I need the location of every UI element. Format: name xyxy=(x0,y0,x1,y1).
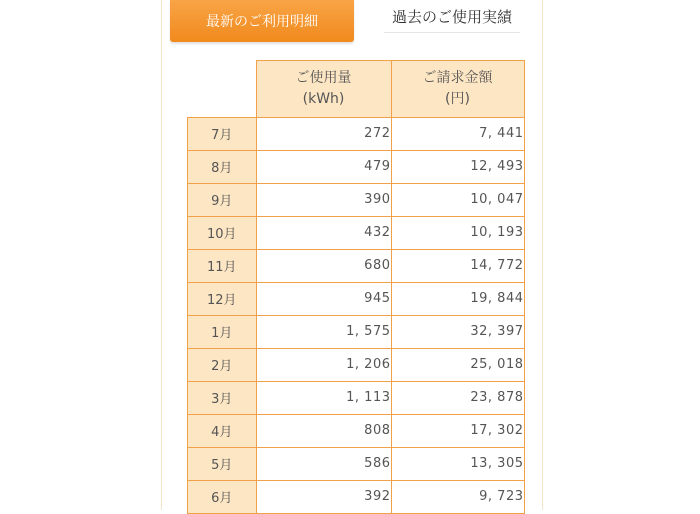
usage-cell: 392 xyxy=(256,480,391,513)
usage-cell: 390 xyxy=(256,183,391,216)
table-row xyxy=(188,117,525,150)
month-cell: 12月 xyxy=(188,282,257,315)
month-cell: 6月 xyxy=(188,480,257,513)
table-header-row xyxy=(188,61,525,118)
month-cell: 9月 xyxy=(188,183,257,216)
table-row xyxy=(188,216,525,249)
usage-header-label: ご使用量 xyxy=(295,69,352,86)
usage-column-header xyxy=(256,61,391,118)
table-corner-cell xyxy=(188,61,257,118)
month-cell: 3月 xyxy=(188,381,257,414)
table-row xyxy=(188,183,525,216)
month-cell: 2月 xyxy=(188,348,257,381)
table-row xyxy=(188,348,525,381)
month-cell: 11月 xyxy=(188,249,257,282)
month-cell: 8月 xyxy=(188,150,257,183)
month-cell: 1月 xyxy=(188,315,257,348)
usage-cell: 432 xyxy=(256,216,391,249)
usage-cell: 1, 113 xyxy=(256,381,391,414)
tab-past-usage[interactable]: 過去のご使用実績 xyxy=(384,0,520,33)
table-row xyxy=(188,249,525,282)
month-cell: 7月 xyxy=(188,117,257,150)
amount-cell: 10, 047 xyxy=(391,183,524,216)
amount-header-label: ご請求金額 xyxy=(422,69,493,86)
amount-cell: 19, 844 xyxy=(391,282,524,315)
usage-cell: 586 xyxy=(256,447,391,480)
usage-table xyxy=(187,60,525,514)
table-row xyxy=(188,381,525,414)
table-row xyxy=(188,447,525,480)
usage-cell: 1, 575 xyxy=(256,315,391,348)
amount-cell: 32, 397 xyxy=(391,315,524,348)
month-cell: 10月 xyxy=(188,216,257,249)
table-row xyxy=(188,150,525,183)
amount-cell: 9, 723 xyxy=(391,480,524,513)
table-row xyxy=(188,282,525,315)
amount-header-unit: (円) xyxy=(445,90,470,107)
amount-column-header xyxy=(391,61,524,118)
amount-cell: 13, 305 xyxy=(391,447,524,480)
amount-cell: 12, 493 xyxy=(391,150,524,183)
table-row xyxy=(188,315,525,348)
table-row xyxy=(188,414,525,447)
usage-cell: 1, 206 xyxy=(256,348,391,381)
amount-cell: 17, 302 xyxy=(391,414,524,447)
usage-header-unit: (kWh) xyxy=(302,90,345,107)
month-cell: 4月 xyxy=(188,414,257,447)
usage-cell: 808 xyxy=(256,414,391,447)
usage-cell: 272 xyxy=(256,117,391,150)
month-cell: 5月 xyxy=(188,447,257,480)
usage-cell: 945 xyxy=(256,282,391,315)
amount-cell: 7, 441 xyxy=(391,117,524,150)
amount-cell: 14, 772 xyxy=(391,249,524,282)
amount-cell: 25, 018 xyxy=(391,348,524,381)
table-row xyxy=(188,480,525,513)
usage-cell: 680 xyxy=(256,249,391,282)
amount-cell: 10, 193 xyxy=(391,216,524,249)
tab-latest-statement[interactable]: 最新のご利用明細 xyxy=(170,0,354,42)
amount-cell: 23, 878 xyxy=(391,381,524,414)
usage-cell: 479 xyxy=(256,150,391,183)
